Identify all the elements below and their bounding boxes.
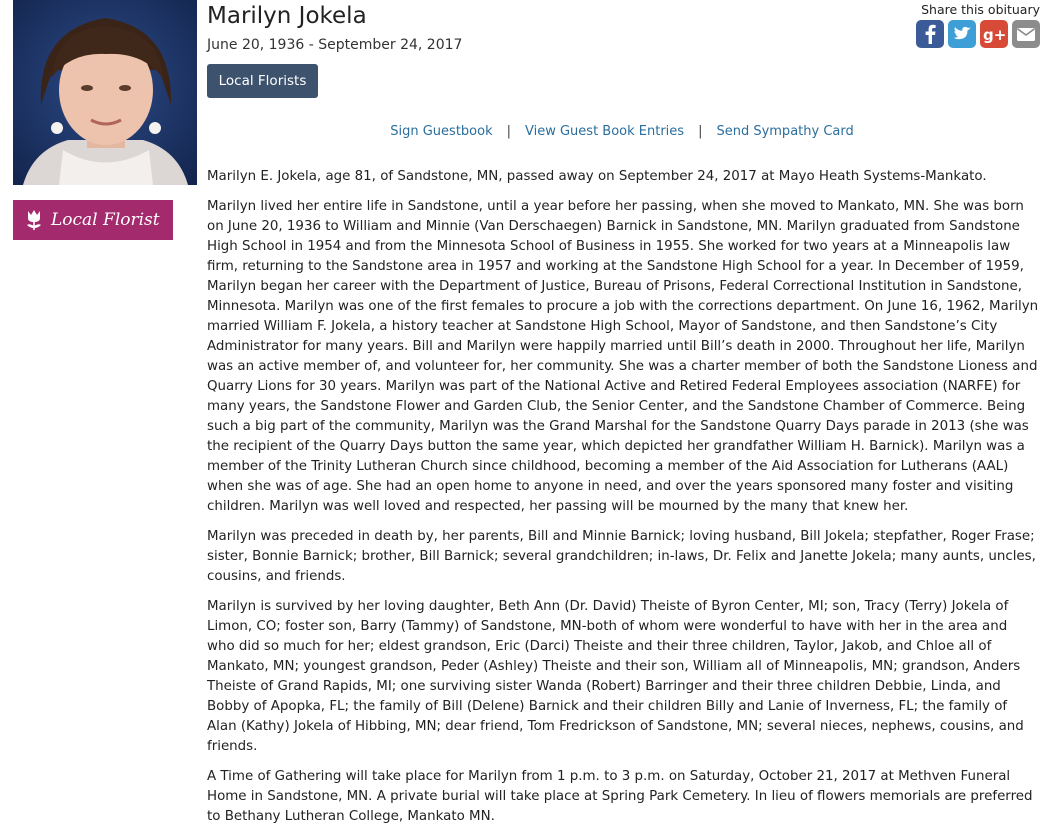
email-icon[interactable] xyxy=(1012,20,1040,48)
obituary-dates: June 20, 1936 - September 24, 2017 xyxy=(207,37,463,53)
link-separator: | xyxy=(506,124,511,139)
obituary-text xyxy=(207,167,1039,837)
view-guestbook-entries-link[interactable]: View Guest Book Entries xyxy=(525,124,685,139)
send-sympathy-card-link[interactable]: Send Sympathy Card xyxy=(716,124,854,139)
google-plus-icon[interactable] xyxy=(980,20,1008,48)
obituary-name: Marilyn Jokela xyxy=(207,3,367,29)
obituary-paragraph: Marilyn lived her entire life in Sandstone, until a year before her passing, when she moved to Mankato, MN. She was born on June 20, 1936 to William and Minnie (Van Derschaegen) Barnick in Sandstone, MN. Marilyn graduated from Sandstone High School in 1954 and from the Minnesota School of Business in 1955. She worked for two years at a Minneapolis law firm, returning to the Sandstone area in 1957 and working at the Sandstone High School for a year. In December of 1959, Marilyn began her career with the Department of Justice, Bureau of Prisons, Federal Correctional Institution in Sandstone, Minnesota. Marilyn was one of the first females to procure a job with the corrections department. On June 16, 1962, Marilyn married William F. Jokela, a history teacher at Sandstone High School, Mayor of Sandstone, and then Sandstone’s City Administrator for many years. Bill and Marilyn were happily married until Bill’s death in 2000. Throughout her life, Marilyn was an active member of, and volunteer for, her community. She was a charter member of both the Sandstone Lioness and Quarry Lions for 30 years. Marilyn was part of the National Active and Retired Federal Employees association (NARFE) for many years, the Sandstone Flower and Garden Club, the Senior Center, and the Sandstone Chamber of Commerce. Being such a big part of the community, Marilyn was the Grand Marshal for the Sandstone Quarry Days parade in 2013 (she was the recipient of the Quarry Days button the same year, which depicted her grandfather William H. Barnick). Marilyn was a member of the Trinity Lutheran Church since childhood, becoming a member of the Aid Association for Lutherans (AAL) when she was of age. She had an open home to anyone in need, and over the years sponsored many foster and visiting children. Marilyn was well loved and respected, her passing will be mourned by the many that knew her. xyxy=(207,199,1039,514)
guestbook-links xyxy=(207,124,1037,139)
portrait-illustration xyxy=(13,0,197,185)
local-florist-label: Local Florist xyxy=(51,210,160,230)
local-florists-button[interactable]: Local Florists xyxy=(207,64,318,98)
tulip-icon xyxy=(25,209,43,231)
svg-text:g+: g+ xyxy=(983,26,1007,44)
portrait-photo xyxy=(13,0,197,185)
obituary-paragraph: Marilyn is survived by her loving daughter, Beth Ann (Dr. David) Theiste of Byron Center, MI; son, Tracy (Terry) Jokela of Limon, CO; foster son, Barry (Tammy) of Sandstone, MN-both of whom were wonderful to have with her in the area and who did so much for her; eldest grandson, Eric (Darci) Theiste and their three children, Taylor, Jakob, and Chloe all of Mankato, MN; youngest grandson, Peder (Ashley) Theiste and their son, William all of Minneapolis, MN; grandson, Anders Theiste of Grand Rapids, MI; one surviving sister Wanda (Robert) Barringer and their three children Debbie, Linda, and Bobby of Apopka, FL; the family of Bill (Delene) Barnick and their children Billy and Lanie of Inverness, FL; the family of Alan (Kathy) Jokela of Hibbing, MN; dear friend, Tom Fredrickson of Sandstone, MN; several nieces, nephews, cousins, and friends. xyxy=(207,599,1024,754)
share-panel xyxy=(900,2,1040,48)
sign-guestbook-link[interactable]: Sign Guestbook xyxy=(390,124,493,139)
link-separator: | xyxy=(698,124,703,139)
obituary-paragraph: A Time of Gathering will take place for Marilyn from 1 p.m. to 3 p.m. on Saturday, October 21, 2017 at Methven Funeral Home in Sandstone, MN. A private burial will take place at Spring Park Cemetery. In lieu of flowers memorials are preferred to Bethany Lutheran College, Mankato MN. xyxy=(207,769,1033,824)
twitter-icon[interactable] xyxy=(948,20,976,48)
facebook-icon[interactable] xyxy=(916,20,944,48)
share-label: Share this obituary xyxy=(921,2,1040,17)
local-florist-badge[interactable] xyxy=(13,200,173,240)
share-icons xyxy=(900,20,1040,48)
obituary-paragraph: Marilyn E. Jokela, age 81, of Sandstone, MN, passed away on September 24, 2017 at Mayo Heath Systems-Mankato. xyxy=(207,169,987,184)
obituary-paragraph: Marilyn was preceded in death by, her parents, Bill and Minnie Barnick; loving husband, Bill Jokela; stepfather, Roger Frase; sister, Bonnie Barnick; brother, Bill Barnick; several grandchildren; in-laws, Dr. Felix and Janette Jokela; many aunts, uncles, cousins, and friends. xyxy=(207,529,1036,584)
